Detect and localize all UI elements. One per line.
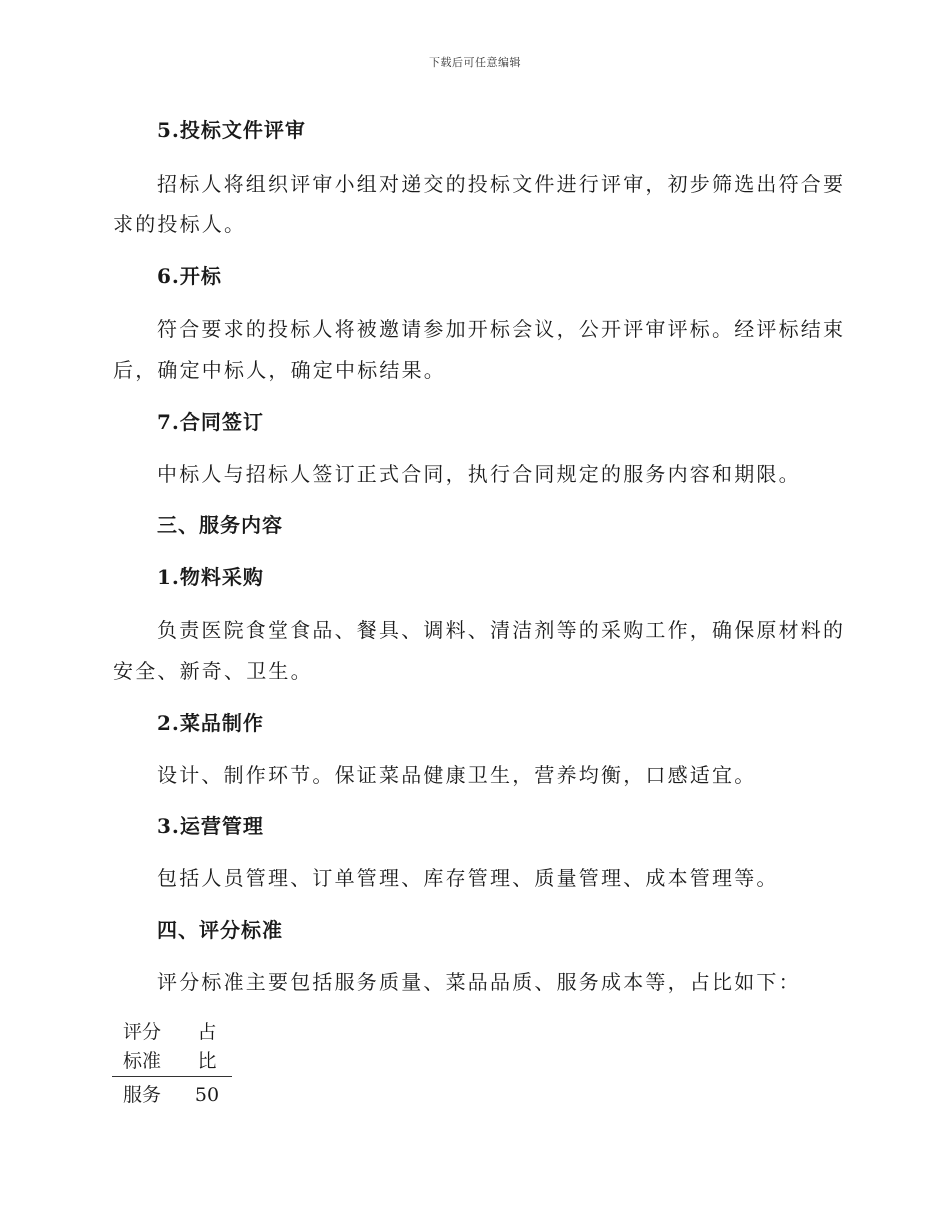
table-cell-criterion: 服务	[122, 1084, 161, 1106]
section-heading-contract: 7.合同签订	[157, 410, 264, 434]
table-row	[112, 1077, 232, 1115]
table-header-share: 占 比	[197, 1021, 217, 1072]
section-heading-dish-making: 2.菜品制作	[157, 711, 264, 735]
paragraph-line: 设计、制作环节。保证菜品健康卫生，营养均衡，口感适宜。	[157, 763, 757, 787]
paragraph-line: 负责医院食堂食品、餐具、调料、清洁剂等的采购工作，确保原材料的	[157, 618, 846, 642]
paragraph-line: 评分标准主要包括服务质量、菜品品质、服务成本等，占比如下：	[157, 970, 801, 994]
table-header-criterion: 评分 标准	[122, 1021, 161, 1072]
table-header-row	[112, 1018, 232, 1077]
section-heading-procurement: 1.物料采购	[157, 565, 264, 589]
paragraph-line: 符合要求的投标人将被邀请参加开标会议，公开评审评标。经评标结束	[157, 317, 846, 341]
scoring-table	[112, 1018, 232, 1115]
section-heading-bid-review: 5.投标文件评审	[157, 118, 306, 142]
paragraph-line: 中标人与招标人签订正式合同，执行合同规定的服务内容和期限。	[157, 462, 801, 486]
paragraph-line: 安全、新奇、卫生。	[113, 659, 313, 683]
paragraph-line: 后，确定中标人，确定中标结果。	[113, 358, 446, 382]
section-heading-operations: 3.运营管理	[157, 814, 264, 838]
section-heading-bid-opening: 6.开标	[157, 264, 222, 288]
table-cell-share: 50	[194, 1084, 220, 1106]
page-header: 下载后可任意编辑	[429, 56, 521, 69]
paragraph-line: 包括人员管理、订单管理、库存管理、质量管理、成本管理等。	[157, 866, 779, 890]
paragraph-line: 招标人将组织评审小组对递交的投标文件进行评审，初步筛选出符合要	[157, 172, 846, 196]
part-heading-scoring: 四、评分标准	[157, 918, 283, 942]
part-heading-service-content: 三、服务内容	[157, 513, 283, 537]
paragraph-line: 求的投标人。	[113, 212, 247, 236]
